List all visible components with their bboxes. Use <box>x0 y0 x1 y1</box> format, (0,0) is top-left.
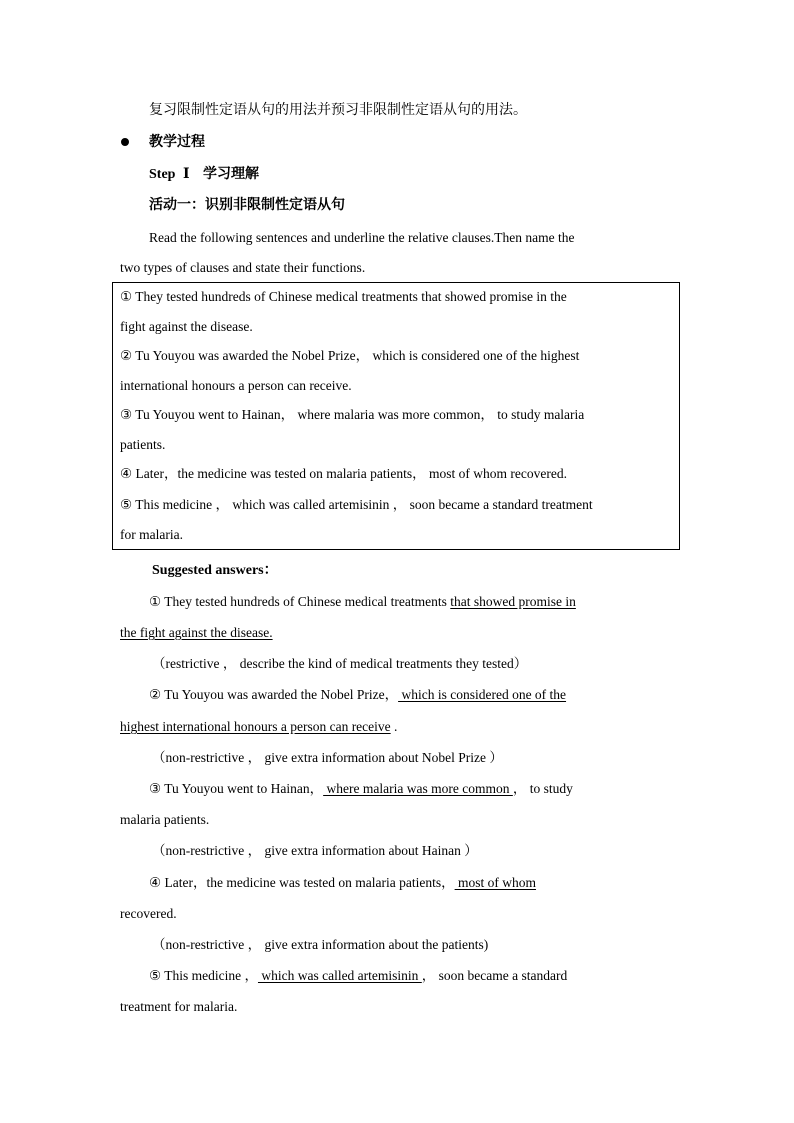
answer-1-clause: that showed promise in <box>450 594 576 609</box>
answer-5-line-1 <box>149 966 567 986</box>
sentence-2-line-2: international honours a person can receive. <box>120 378 352 393</box>
answer-2-clause: which is considered one of the <box>398 687 567 702</box>
answer-2-line-2 <box>120 717 397 737</box>
answer-1-clause-cont: the fight against the disease. <box>120 625 273 640</box>
answer-3-note: （non-restrictive ， give extra information about Hainan ） <box>152 843 478 858</box>
step-heading <box>149 164 259 185</box>
sentence-1-line-2: fight against the disease. <box>120 319 253 334</box>
sentence-5-line-1: ⑤ This medicine ， which was called artemisinin ， soon became a standard treatment <box>120 497 593 512</box>
answer-3-clause: where malaria was more common <box>323 781 513 796</box>
answer-3-line-2: malaria patients. <box>120 812 210 827</box>
answer-4-line-1 <box>149 873 536 893</box>
intro-line: 复习限制性定语从句的用法并预习非限制性定语从句的用法。 <box>149 102 527 118</box>
sentence-5-line-2: for malaria. <box>120 527 183 542</box>
answer-4-note: （non-restrictive ， give extra information about the patients) <box>152 937 489 952</box>
instruction-line-2: two types of clauses and state their functions. <box>120 260 366 275</box>
answer-2-line-1 <box>149 685 566 705</box>
step-numeral: Ⅰ <box>182 167 190 182</box>
answer-5-line-2: treatment for malaria. <box>120 999 238 1014</box>
answer-3-after: ， to study <box>512 781 573 796</box>
answer-1-text: ① They tested hundreds of Chinese medical treatments <box>149 594 451 609</box>
answer-5-text: ⑤ This medicine ， <box>149 968 258 983</box>
answer-2-clause-cont: highest international honours a person can receive <box>120 719 391 734</box>
sentence-2-line-1: ② Tu Youyou was awarded the Nobel Prize， which is considered one of the highest <box>120 348 580 363</box>
instruction-line-1: Read the following sentences and underline the relative clauses.Then name the <box>149 230 575 245</box>
step-title: 学习理解 <box>203 166 260 182</box>
answer-5-clause: which was called artemisinin <box>257 968 422 983</box>
answer-1-note: （restrictive ， describe the kind of medical treatments they tested） <box>152 656 528 671</box>
sentence-4-line-1: ④ Later，the medicine was tested on malaria patients， most of whom recovered. <box>120 466 567 481</box>
answer-2-end: . <box>390 719 398 734</box>
bullet-icon <box>121 138 129 146</box>
step-label: Step <box>149 167 176 182</box>
answer-4-text: ④ Later，the medicine was tested on malaria patients， <box>149 875 455 890</box>
answer-1-line-1 <box>149 592 576 612</box>
answer-3-text: ③ Tu Youyou went to Hainan， <box>149 781 324 796</box>
section-title: 教学过程 <box>149 134 205 150</box>
answer-4-clause: most of whom <box>454 875 537 890</box>
sentence-3-line-2: patients. <box>120 437 166 452</box>
sentence-3-line-1: ③ Tu Youyou went to Hainan， where malaria was more common， to study malaria <box>120 407 585 422</box>
answer-2-note: （non-restrictive ， give extra information about Nobel Prize ） <box>152 750 503 765</box>
answers-title: Suggested answers： <box>152 563 278 578</box>
answer-1-line-2 <box>120 623 273 643</box>
answer-3-line-1 <box>149 779 573 799</box>
answer-4-line-2: recovered. <box>120 906 177 921</box>
answer-2-text: ② Tu Youyou was awarded the Nobel Prize， <box>149 687 399 702</box>
answer-5-after: ， soon became a standard <box>421 968 568 983</box>
activity-title: 活动一：识别非限制性定语从句 <box>149 197 345 213</box>
sentence-1-line-1: ① They tested hundreds of Chinese medical treatments that showed promise in the <box>120 289 567 304</box>
